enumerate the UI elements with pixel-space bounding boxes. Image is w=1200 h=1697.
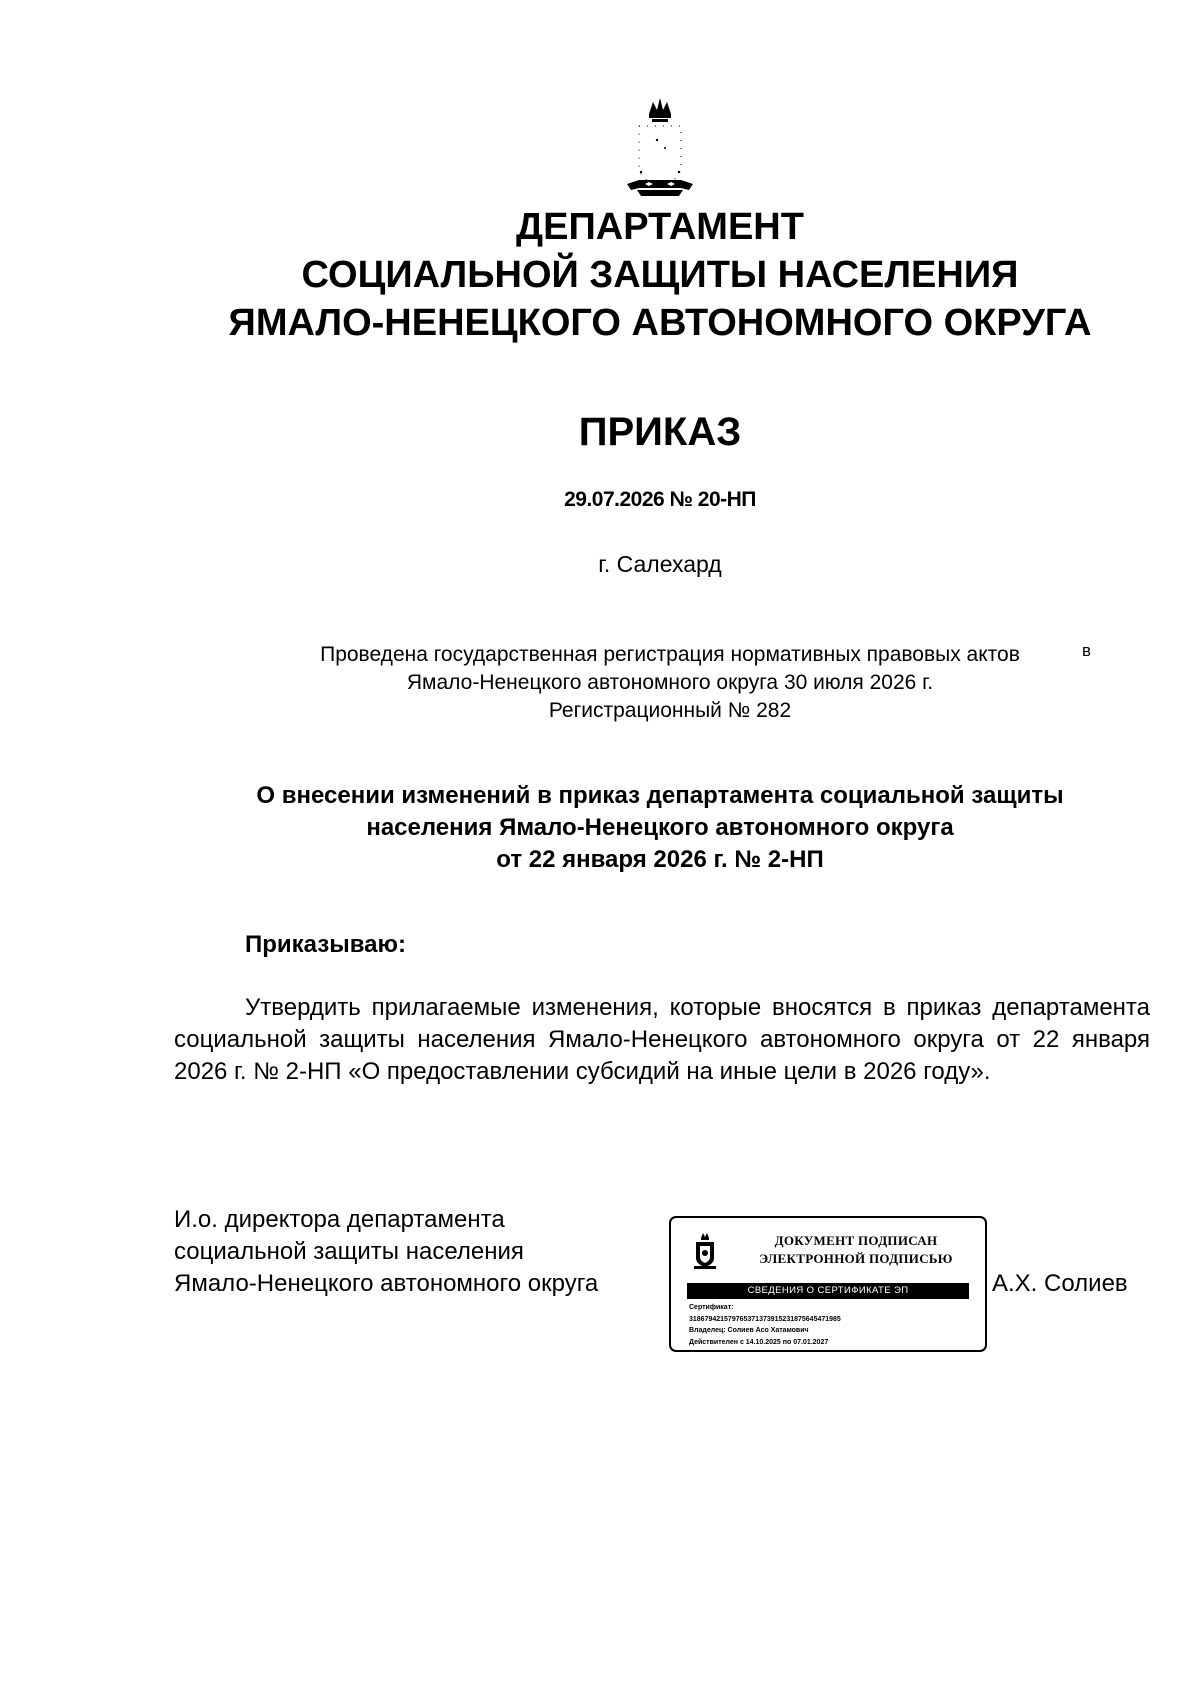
order-directive-word: Приказываю: [245, 931, 407, 958]
order-title: ПРИКАЗ [578, 410, 742, 454]
subject-line: населения Ямало-Ненецкого автономного округа [366, 814, 954, 841]
subject-line: от 22 января 2026 г. № 2-НП [496, 846, 824, 873]
certificate-validity: Действителен с 14.10.2025 по 07.01.2027 [689, 1338, 829, 1346]
registration-note [240, 641, 1100, 725]
signer-position-line: И.о. директора департамента [174, 1206, 505, 1233]
department-title-line: ЯМАЛО-НЕНЕЦКОГО АВТОНОМНОГО ОКРУГА [228, 302, 1092, 344]
stamp-title [741, 1232, 971, 1268]
registration-line: Проведена государственная регистрация нормативных правовых актов [320, 643, 1020, 666]
signer-position [174, 1204, 644, 1300]
order-date-number: 29.07.2026 № 20-НП [564, 488, 756, 511]
subject-line: О внесении изменений в приказ департамента социальной защиты [256, 782, 1064, 809]
stamp-certificate-bar: СВЕДЕНИЯ О СЕРТИФИКАТЕ ЭП [687, 1283, 969, 1299]
department-title-line: СОЦИАЛЬНОЙ ЗАЩИТЫ НАСЕЛЕНИЯ [301, 254, 1019, 296]
certificate-label: Сертификат: [689, 1304, 734, 1311]
signer-name: А.Х. Солиев [992, 1270, 1128, 1297]
coat-of-arms-icon [693, 1232, 717, 1270]
stamp-title-line: ЭЛЕКТРОННОЙ ПОДПИСЬЮ [759, 1251, 953, 1266]
order-subject [150, 780, 1170, 876]
registration-number: Регистрационный № 282 [548, 699, 792, 722]
coat-of-arms-icon [619, 96, 701, 206]
signer-position-line: социальной защиты населения [174, 1238, 524, 1265]
stamp-title-line: ДОКУМЕНТ ПОДПИСАН [774, 1233, 938, 1248]
certificate-owner: Владелец: Солиев Асо Хатамович [689, 1327, 809, 1334]
order-city: г. Салехард [598, 551, 722, 577]
order-body-paragraph: Утвердить прилагаемые изменения, которые вносятся в приказ департамента социальной защиты населения Ямало-Ненецкого автономного округа от 22 января 2026 г. № 2-НП «О предоставлении субсидий на иные цели в 2026 году». [174, 994, 1150, 1085]
signer-position-line: Ямало-Ненецкого автономного округа [174, 1270, 599, 1297]
department-title-line: ДЕПАРТАМЕНТ [516, 206, 804, 248]
department-title [100, 203, 1200, 347]
certificate-number: 318679421579765371373915231875645471985 [689, 1315, 841, 1323]
electronic-signature-stamp [669, 1216, 987, 1352]
registration-line-tail: в [1082, 641, 1092, 660]
stamp-certificate-details [689, 1302, 979, 1348]
registration-line: Ямало-Ненецкого автономного округа 30 июля 2026 г. [406, 671, 934, 694]
